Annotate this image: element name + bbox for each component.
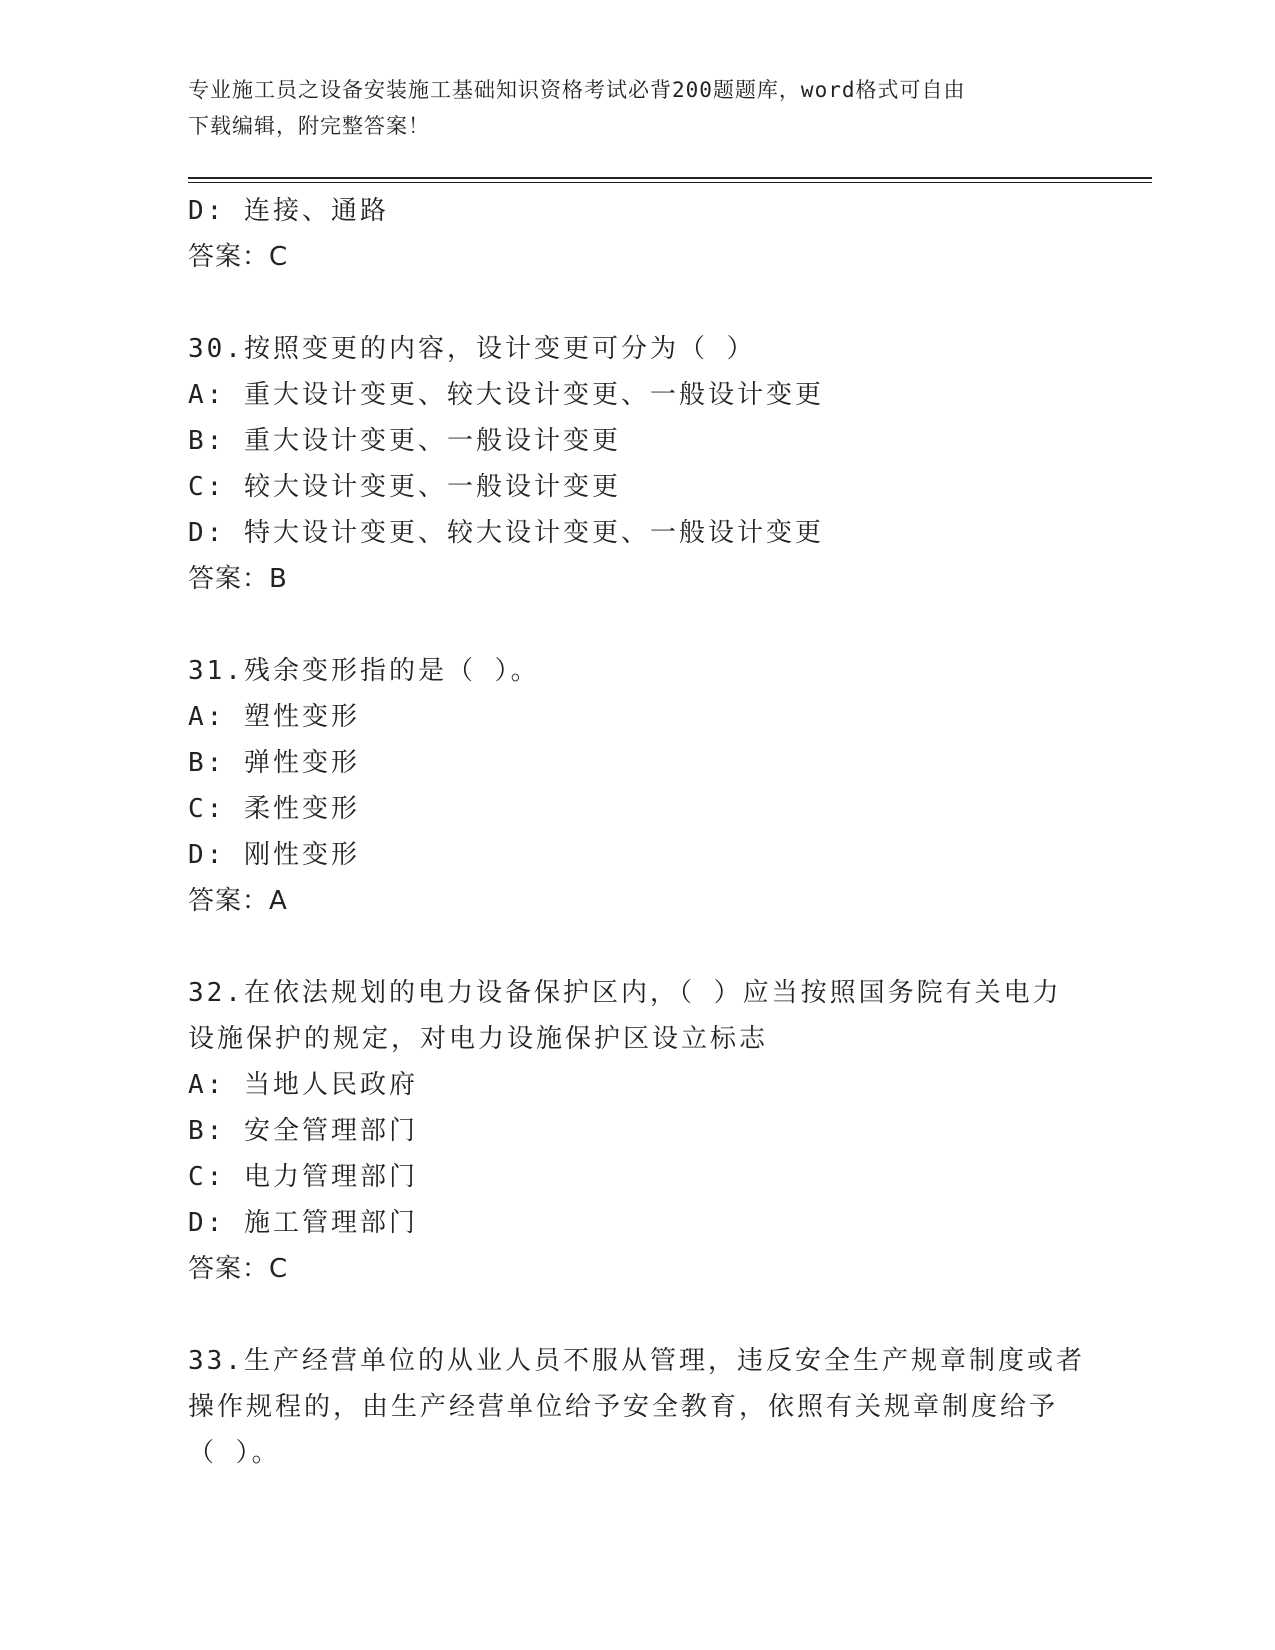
question-stem-line-3: （ ）。 (188, 1438, 281, 1468)
document-body (188, 188, 1088, 1476)
option-b: B: 弹性变形 (188, 748, 360, 778)
option-b: B: 重大设计变更、一般设计变更 (188, 426, 621, 456)
option-b: B: 安全管理部门 (188, 1116, 418, 1146)
header-line-1: 专业施工员之设备安装施工基础知识资格考试必背200题题库，word格式可自由 (188, 78, 966, 102)
question-stem-line-2: 操作规程的，由生产经营单位给予安全教育，依照有关规章制度给予 (188, 1392, 1059, 1422)
document-header (188, 72, 1088, 144)
answer-line: 答案：B (188, 564, 288, 594)
answer-line: 答案：C (188, 1254, 289, 1284)
question-stem-line-1: 33.生产经营单位的从业人员不服从管理，违反安全生产规章制度或者 (188, 1346, 1085, 1376)
option-a: A: 当地人民政府 (188, 1070, 418, 1100)
header-divider-thick (188, 177, 1152, 179)
option-d: D: 特大设计变更、较大设计变更、一般设计变更 (188, 518, 824, 548)
spacer (188, 602, 1088, 648)
question-stem-line-1: 32.在依法规划的电力设备保护区内，（ ）应当按照国务院有关电力 (188, 978, 1062, 1008)
header-line-2: 下载编辑，附完整答案！ (188, 114, 430, 138)
answer-line: 答案：A (188, 886, 288, 916)
question-stem: 30.按照变更的内容，设计变更可分为（ ） (188, 334, 756, 364)
question-31 (188, 648, 1088, 924)
option-d: D: 施工管理部门 (188, 1208, 418, 1238)
question-30 (188, 326, 1088, 602)
option-a: A: 重大设计变更、较大设计变更、一般设计变更 (188, 380, 824, 410)
spacer (188, 924, 1088, 970)
question-stem-line-2: 设施保护的规定，对电力设施保护区设立标志 (188, 1024, 769, 1054)
answer-line: 答案：C (188, 242, 289, 272)
question-32 (188, 970, 1088, 1292)
question-stem: 31.残余变形指的是（ ）。 (188, 656, 540, 686)
option-d: D: 刚性变形 (188, 840, 360, 870)
spacer (188, 1292, 1088, 1338)
question-33 (188, 1338, 1088, 1476)
option-a: A: 塑性变形 (188, 702, 360, 732)
option-c: C: 柔性变形 (188, 794, 360, 824)
spacer (188, 280, 1088, 326)
option-c: C: 电力管理部门 (188, 1162, 418, 1192)
option-c: C: 较大设计变更、一般设计变更 (188, 472, 621, 502)
option-d: D: 连接、通路 (188, 196, 389, 226)
header-divider-thin (188, 182, 1152, 183)
